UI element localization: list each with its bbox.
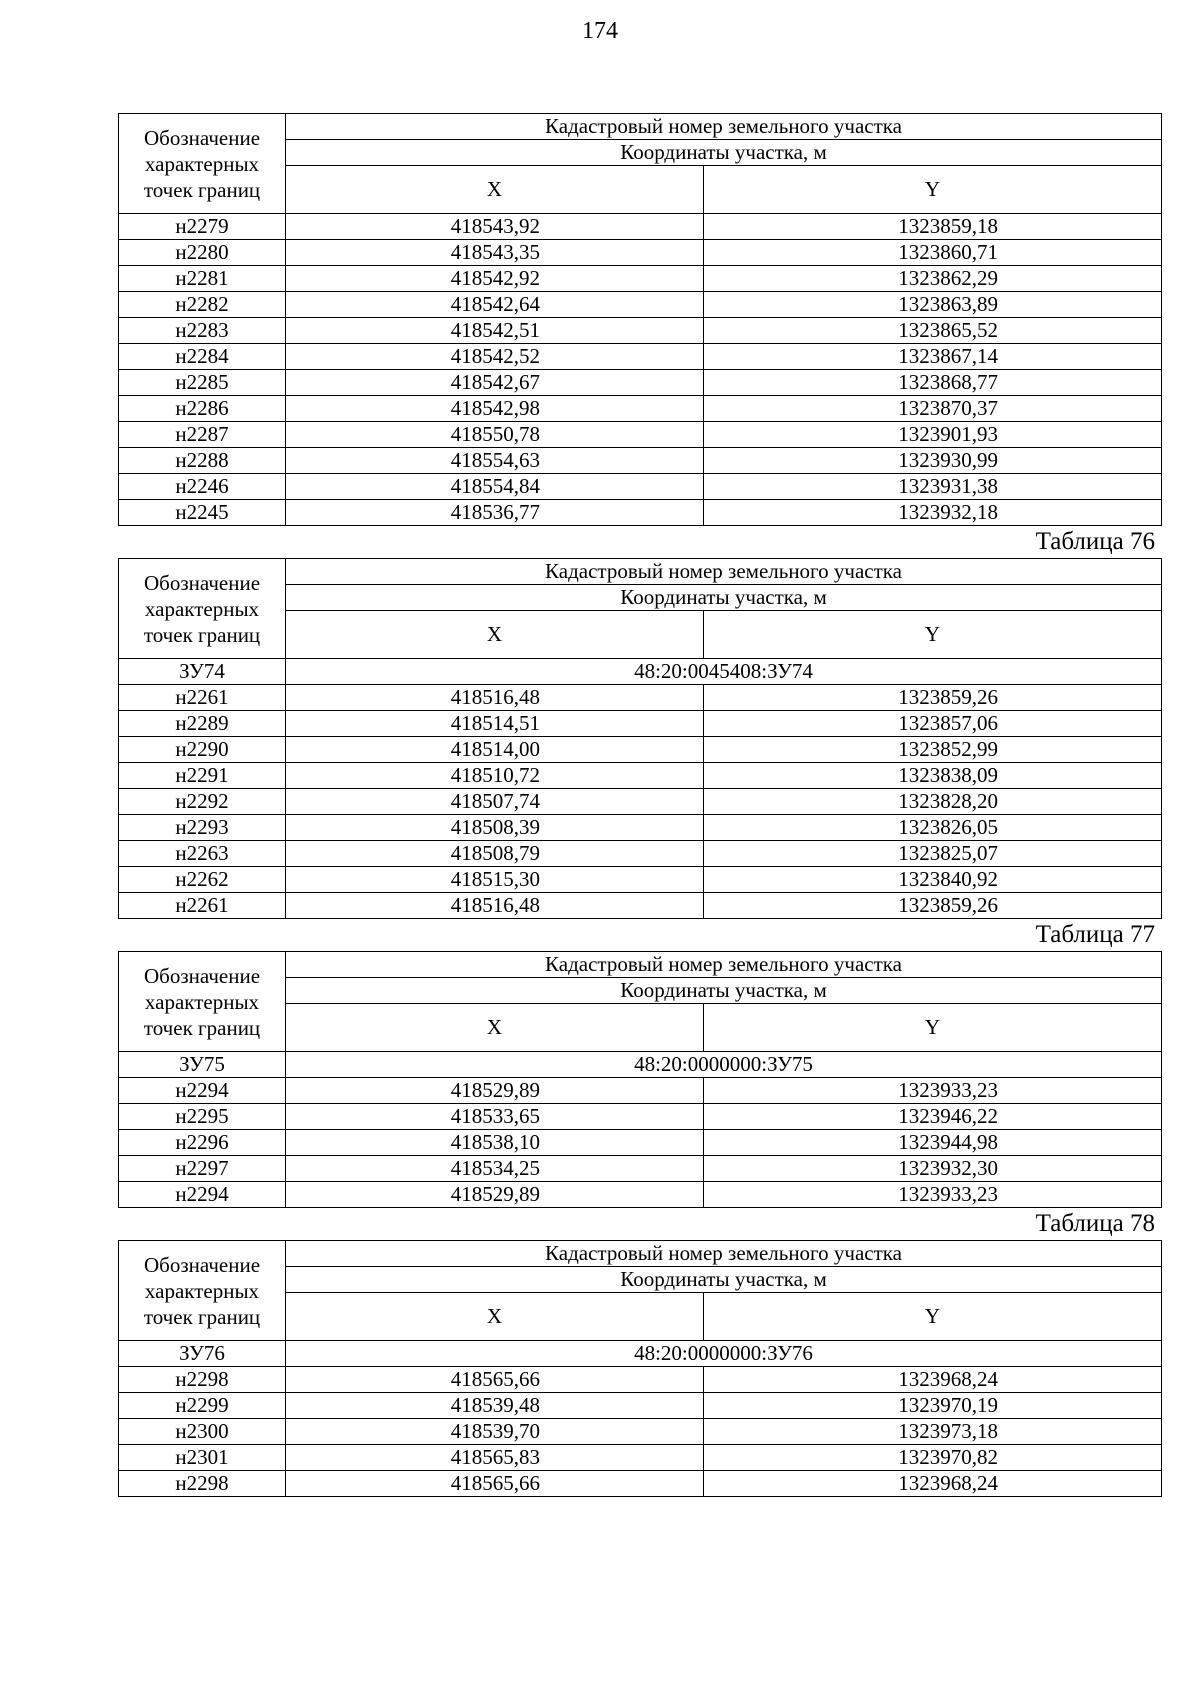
- y-coordinate: 1323870,37: [704, 396, 1162, 422]
- table-row: [119, 763, 1162, 789]
- table-row: [119, 474, 1162, 500]
- point-name: н2298: [119, 1367, 286, 1393]
- cadastral-header: Кадастровый номер земельного участка: [286, 559, 1162, 585]
- plot-code: ЗУ76: [119, 1341, 286, 1367]
- y-coordinate: 1323968,24: [704, 1367, 1162, 1393]
- table-row: [119, 815, 1162, 841]
- coordinate-tables: [118, 113, 1161, 1497]
- x-coordinate: 418542,52: [286, 344, 704, 370]
- coordinate-table: [118, 1240, 1162, 1497]
- coordinates-header: Координаты участка, м: [286, 978, 1162, 1004]
- y-column-header: Y: [704, 611, 1162, 659]
- x-coordinate: 418510,72: [286, 763, 704, 789]
- x-coordinate: 418529,89: [286, 1182, 704, 1208]
- x-coordinate: 418538,10: [286, 1130, 704, 1156]
- coordinates-header: Координаты участка, м: [286, 585, 1162, 611]
- table-row: [119, 1445, 1162, 1471]
- table-caption: Таблица 78: [1035, 1210, 1155, 1237]
- x-coordinate: 418543,92: [286, 214, 704, 240]
- table-caption: Таблица 76: [1035, 528, 1155, 555]
- y-column-header: Y: [704, 1004, 1162, 1052]
- coordinate-table: [118, 558, 1162, 919]
- x-coordinate: 418542,64: [286, 292, 704, 318]
- x-coordinate: 418514,51: [286, 711, 704, 737]
- x-column-header: X: [286, 1004, 704, 1052]
- header-row: [119, 114, 1162, 140]
- point-name: н2290: [119, 737, 286, 763]
- table-row: [119, 893, 1162, 919]
- y-coordinate: 1323968,24: [704, 1471, 1162, 1497]
- y-coordinate: 1323863,89: [704, 292, 1162, 318]
- table-row: [119, 396, 1162, 422]
- x-coordinate: 418536,77: [286, 500, 704, 526]
- x-column-header: X: [286, 611, 704, 659]
- point-name: н2288: [119, 448, 286, 474]
- y-coordinate: 1323838,09: [704, 763, 1162, 789]
- point-name: н2299: [119, 1393, 286, 1419]
- points-column-header: Обозначение характерных точек границ: [119, 952, 286, 1052]
- point-name: н2281: [119, 266, 286, 292]
- x-coordinate: 418542,92: [286, 266, 704, 292]
- table-row: [119, 1393, 1162, 1419]
- table-row: [119, 737, 1162, 763]
- point-name: н2284: [119, 344, 286, 370]
- points-column-header: Обозначение характерных точек границ: [119, 114, 286, 214]
- x-coordinate: 418543,35: [286, 240, 704, 266]
- point-name: н2245: [119, 500, 286, 526]
- table-row: [119, 1130, 1162, 1156]
- y-coordinate: 1323933,23: [704, 1182, 1162, 1208]
- table-row: [119, 422, 1162, 448]
- table-row: [119, 841, 1162, 867]
- coordinate-table: [118, 951, 1162, 1208]
- table-row: [119, 292, 1162, 318]
- x-coordinate: 418550,78: [286, 422, 704, 448]
- point-name: н2283: [119, 318, 286, 344]
- y-coordinate: 1323862,29: [704, 266, 1162, 292]
- table-row: [119, 1471, 1162, 1497]
- y-coordinate: 1323973,18: [704, 1419, 1162, 1445]
- point-name: н2291: [119, 763, 286, 789]
- header-row: [119, 559, 1162, 585]
- point-name: н2293: [119, 815, 286, 841]
- x-coordinate: 418565,66: [286, 1471, 704, 1497]
- cadastral-header: Кадастровый номер земельного участка: [286, 1241, 1162, 1267]
- point-name: н2280: [119, 240, 286, 266]
- y-coordinate: 1323970,19: [704, 1393, 1162, 1419]
- points-column-header: Обозначение характерных точек границ: [119, 1241, 286, 1341]
- y-coordinate: 1323930,99: [704, 448, 1162, 474]
- point-name: н2298: [119, 1471, 286, 1497]
- y-coordinate: 1323868,77: [704, 370, 1162, 396]
- points-column-header: Обозначение характерных точек границ: [119, 559, 286, 659]
- cadastral-number: 48:20:0045408:ЗУ74: [286, 659, 1162, 685]
- x-coordinate: 418533,65: [286, 1104, 704, 1130]
- y-coordinate: 1323901,93: [704, 422, 1162, 448]
- x-coordinate: 418514,00: [286, 737, 704, 763]
- table-row: [119, 500, 1162, 526]
- y-coordinate: 1323859,26: [704, 685, 1162, 711]
- plot-code: ЗУ75: [119, 1052, 286, 1078]
- x-coordinate: 418515,30: [286, 867, 704, 893]
- table-row: [119, 1156, 1162, 1182]
- header-row: [119, 952, 1162, 978]
- y-coordinate: 1323826,05: [704, 815, 1162, 841]
- y-column-header: Y: [704, 166, 1162, 214]
- point-name: н2294: [119, 1078, 286, 1104]
- point-name: н2300: [119, 1419, 286, 1445]
- point-name: н2286: [119, 396, 286, 422]
- y-coordinate: 1323932,30: [704, 1156, 1162, 1182]
- plot-row: [119, 1052, 1162, 1078]
- plot-code: ЗУ74: [119, 659, 286, 685]
- x-coordinate: 418516,48: [286, 685, 704, 711]
- table-caption: Таблица 77: [1035, 921, 1155, 948]
- y-coordinate: 1323852,99: [704, 737, 1162, 763]
- point-name: н2301: [119, 1445, 286, 1471]
- x-coordinate: 418507,74: [286, 789, 704, 815]
- table-row: [119, 266, 1162, 292]
- x-coordinate: 418554,84: [286, 474, 704, 500]
- coordinate-table: [118, 113, 1162, 526]
- x-coordinate: 418508,39: [286, 815, 704, 841]
- table-row: [119, 685, 1162, 711]
- cadastral-number: 48:20:0000000:ЗУ75: [286, 1052, 1162, 1078]
- y-column-header: Y: [704, 1293, 1162, 1341]
- point-name: н2294: [119, 1182, 286, 1208]
- table-row: [119, 318, 1162, 344]
- y-coordinate: 1323865,52: [704, 318, 1162, 344]
- point-name: н2282: [119, 292, 286, 318]
- table-row: [119, 1367, 1162, 1393]
- y-coordinate: 1323932,18: [704, 500, 1162, 526]
- x-column-header: X: [286, 166, 704, 214]
- point-name: н2297: [119, 1156, 286, 1182]
- point-name: н2296: [119, 1130, 286, 1156]
- table-row: [119, 1419, 1162, 1445]
- table-row: [119, 370, 1162, 396]
- cadastral-number: 48:20:0000000:ЗУ76: [286, 1341, 1162, 1367]
- point-name: н2289: [119, 711, 286, 737]
- point-name: н2295: [119, 1104, 286, 1130]
- x-coordinate: 418539,48: [286, 1393, 704, 1419]
- x-coordinate: 418539,70: [286, 1419, 704, 1445]
- y-coordinate: 1323825,07: [704, 841, 1162, 867]
- x-column-header: X: [286, 1293, 704, 1341]
- point-name: н2261: [119, 685, 286, 711]
- y-coordinate: 1323859,18: [704, 214, 1162, 240]
- header-row: [119, 1241, 1162, 1267]
- coordinates-header: Координаты участка, м: [286, 140, 1162, 166]
- page-number: 174: [582, 18, 618, 44]
- x-coordinate: 418554,63: [286, 448, 704, 474]
- x-coordinate: 418565,83: [286, 1445, 704, 1471]
- y-coordinate: 1323933,23: [704, 1078, 1162, 1104]
- cadastral-header: Кадастровый номер земельного участка: [286, 952, 1162, 978]
- point-name: н2246: [119, 474, 286, 500]
- coordinates-header: Координаты участка, м: [286, 1267, 1162, 1293]
- x-coordinate: 418542,67: [286, 370, 704, 396]
- point-name: н2262: [119, 867, 286, 893]
- y-coordinate: 1323840,92: [704, 867, 1162, 893]
- table-row: [119, 711, 1162, 737]
- x-coordinate: 418508,79: [286, 841, 704, 867]
- table-row: [119, 1182, 1162, 1208]
- x-coordinate: 418542,98: [286, 396, 704, 422]
- point-name: н2261: [119, 893, 286, 919]
- table-row: [119, 344, 1162, 370]
- y-coordinate: 1323859,26: [704, 893, 1162, 919]
- y-coordinate: 1323867,14: [704, 344, 1162, 370]
- table-row: [119, 448, 1162, 474]
- plot-row: [119, 1341, 1162, 1367]
- x-coordinate: 418565,66: [286, 1367, 704, 1393]
- y-coordinate: 1323946,22: [704, 1104, 1162, 1130]
- point-name: н2279: [119, 214, 286, 240]
- table-row: [119, 1104, 1162, 1130]
- plot-row: [119, 659, 1162, 685]
- point-name: н2285: [119, 370, 286, 396]
- x-coordinate: 418534,25: [286, 1156, 704, 1182]
- y-coordinate: 1323860,71: [704, 240, 1162, 266]
- point-name: н2287: [119, 422, 286, 448]
- point-name: н2263: [119, 841, 286, 867]
- y-coordinate: 1323931,38: [704, 474, 1162, 500]
- x-coordinate: 418516,48: [286, 893, 704, 919]
- table-row: [119, 867, 1162, 893]
- table-row: [119, 240, 1162, 266]
- x-coordinate: 418542,51: [286, 318, 704, 344]
- x-coordinate: 418529,89: [286, 1078, 704, 1104]
- y-coordinate: 1323828,20: [704, 789, 1162, 815]
- table-row: [119, 214, 1162, 240]
- point-name: н2292: [119, 789, 286, 815]
- cadastral-header: Кадастровый номер земельного участка: [286, 114, 1162, 140]
- table-row: [119, 1078, 1162, 1104]
- y-coordinate: 1323857,06: [704, 711, 1162, 737]
- y-coordinate: 1323944,98: [704, 1130, 1162, 1156]
- y-coordinate: 1323970,82: [704, 1445, 1162, 1471]
- table-row: [119, 789, 1162, 815]
